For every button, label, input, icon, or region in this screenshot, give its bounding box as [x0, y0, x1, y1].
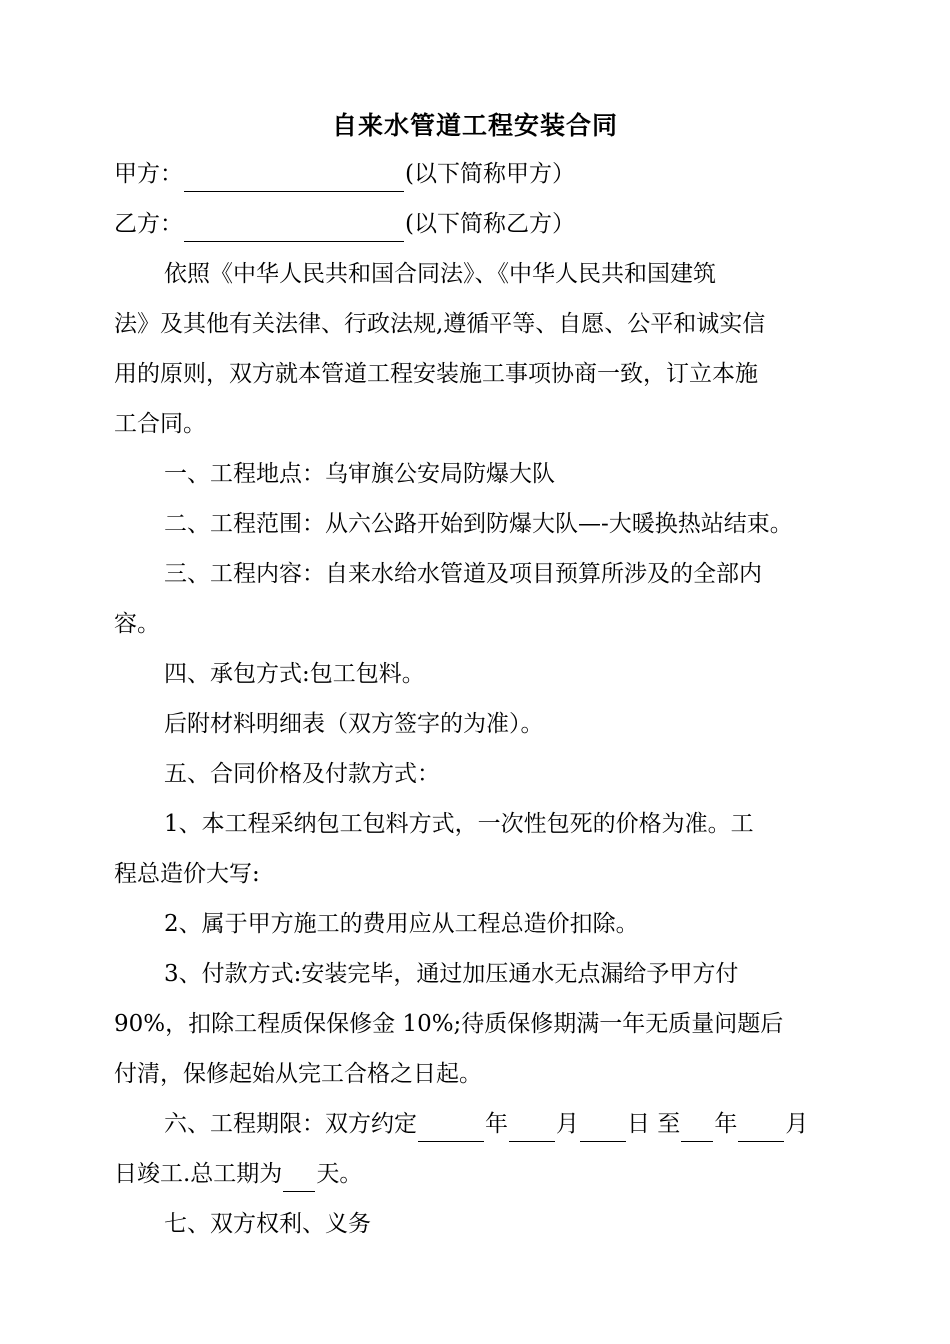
item-1-line-2: 程总造价大写:	[114, 861, 260, 887]
item-1-line-1: 1、本工程采纳包工包料方式，一次性包死的价格为准。工	[164, 811, 754, 837]
preamble-line-1: 依照《中华人民共和国合同法》、《中华人民共和国建筑	[164, 261, 716, 287]
party-b-blank	[184, 215, 404, 242]
clause-6-year-1: 年	[485, 1111, 508, 1137]
clause-6-line2-prefix: 日竣工.总工期为	[114, 1161, 283, 1187]
item-3-line-1: 3、付款方式:安装完毕，通过加压通水无点漏给予甲方付	[164, 961, 739, 987]
start-month-blank	[509, 1115, 555, 1142]
clause-6-year-2: 年	[714, 1111, 738, 1137]
clause-6-month-1: 月	[556, 1111, 579, 1137]
preamble-line-4: 工合同。	[114, 411, 206, 437]
attachment-note: 后附材料明细表（双方签字的为准）。	[164, 711, 544, 737]
party-a-label: 甲方：	[114, 161, 183, 187]
party-b-suffix: (以下简称乙方）	[405, 211, 575, 237]
preamble-line-3: 用的原则，双方就本管道工程安装施工事项协商一致，订立本施	[114, 361, 758, 387]
party-a-suffix: (以下简称甲方）	[405, 161, 575, 187]
clause-3-content-line-1: 三、工程内容：自来水给水管道及项目预算所涉及的全部内	[164, 561, 762, 587]
clause-3-content-line-2: 容。	[114, 611, 160, 637]
party-b-label: 乙方：	[114, 211, 183, 237]
end-year-blank	[681, 1115, 713, 1142]
start-year-blank	[418, 1115, 484, 1142]
clause-6-period-line-2	[114, 1156, 854, 1192]
clause-6-prefix: 六、工程期限：双方约定	[164, 1111, 417, 1137]
preamble-line-2: 法》及其他有关法律、行政法规,遵循平等、自愿、公平和诚实信	[114, 311, 766, 337]
end-month-blank	[738, 1115, 784, 1142]
party-a-line	[114, 156, 854, 192]
item-2: 2、属于甲方施工的费用应从工程总造价扣除。	[164, 911, 639, 937]
clause-1-location: 一、工程地点：乌审旗公安局防爆大队	[164, 461, 555, 487]
item-3-line-3: 付清，保修起始从完工合格之日起。	[114, 1061, 482, 1087]
item-3-line-2: 90%，扣除工程质保保修金 10%;待质保修期满一年无质量问题后	[114, 1011, 784, 1037]
clause-5-price-payment: 五、合同价格及付款方式：	[164, 761, 440, 787]
clause-6-days: 天。	[316, 1161, 363, 1187]
clause-7-rights-obligations: 七、双方权利、义务	[164, 1211, 371, 1237]
clause-6-month-2: 月	[785, 1111, 809, 1137]
clause-6-day-to: 日 至	[627, 1111, 681, 1137]
party-b-line	[114, 206, 854, 242]
party-a-blank	[184, 165, 404, 192]
document-title: 自来水管道工程安装合同	[331, 111, 618, 140]
total-days-blank	[283, 1165, 315, 1192]
clause-4-contract-mode: 四、承包方式:包工包料。	[164, 661, 425, 687]
clause-6-period-line-1	[164, 1106, 904, 1142]
clause-2-scope: 二、工程范围：从六公路开始到防爆大队—-大暖换热站结束。	[164, 511, 793, 537]
start-day-blank	[580, 1115, 626, 1142]
